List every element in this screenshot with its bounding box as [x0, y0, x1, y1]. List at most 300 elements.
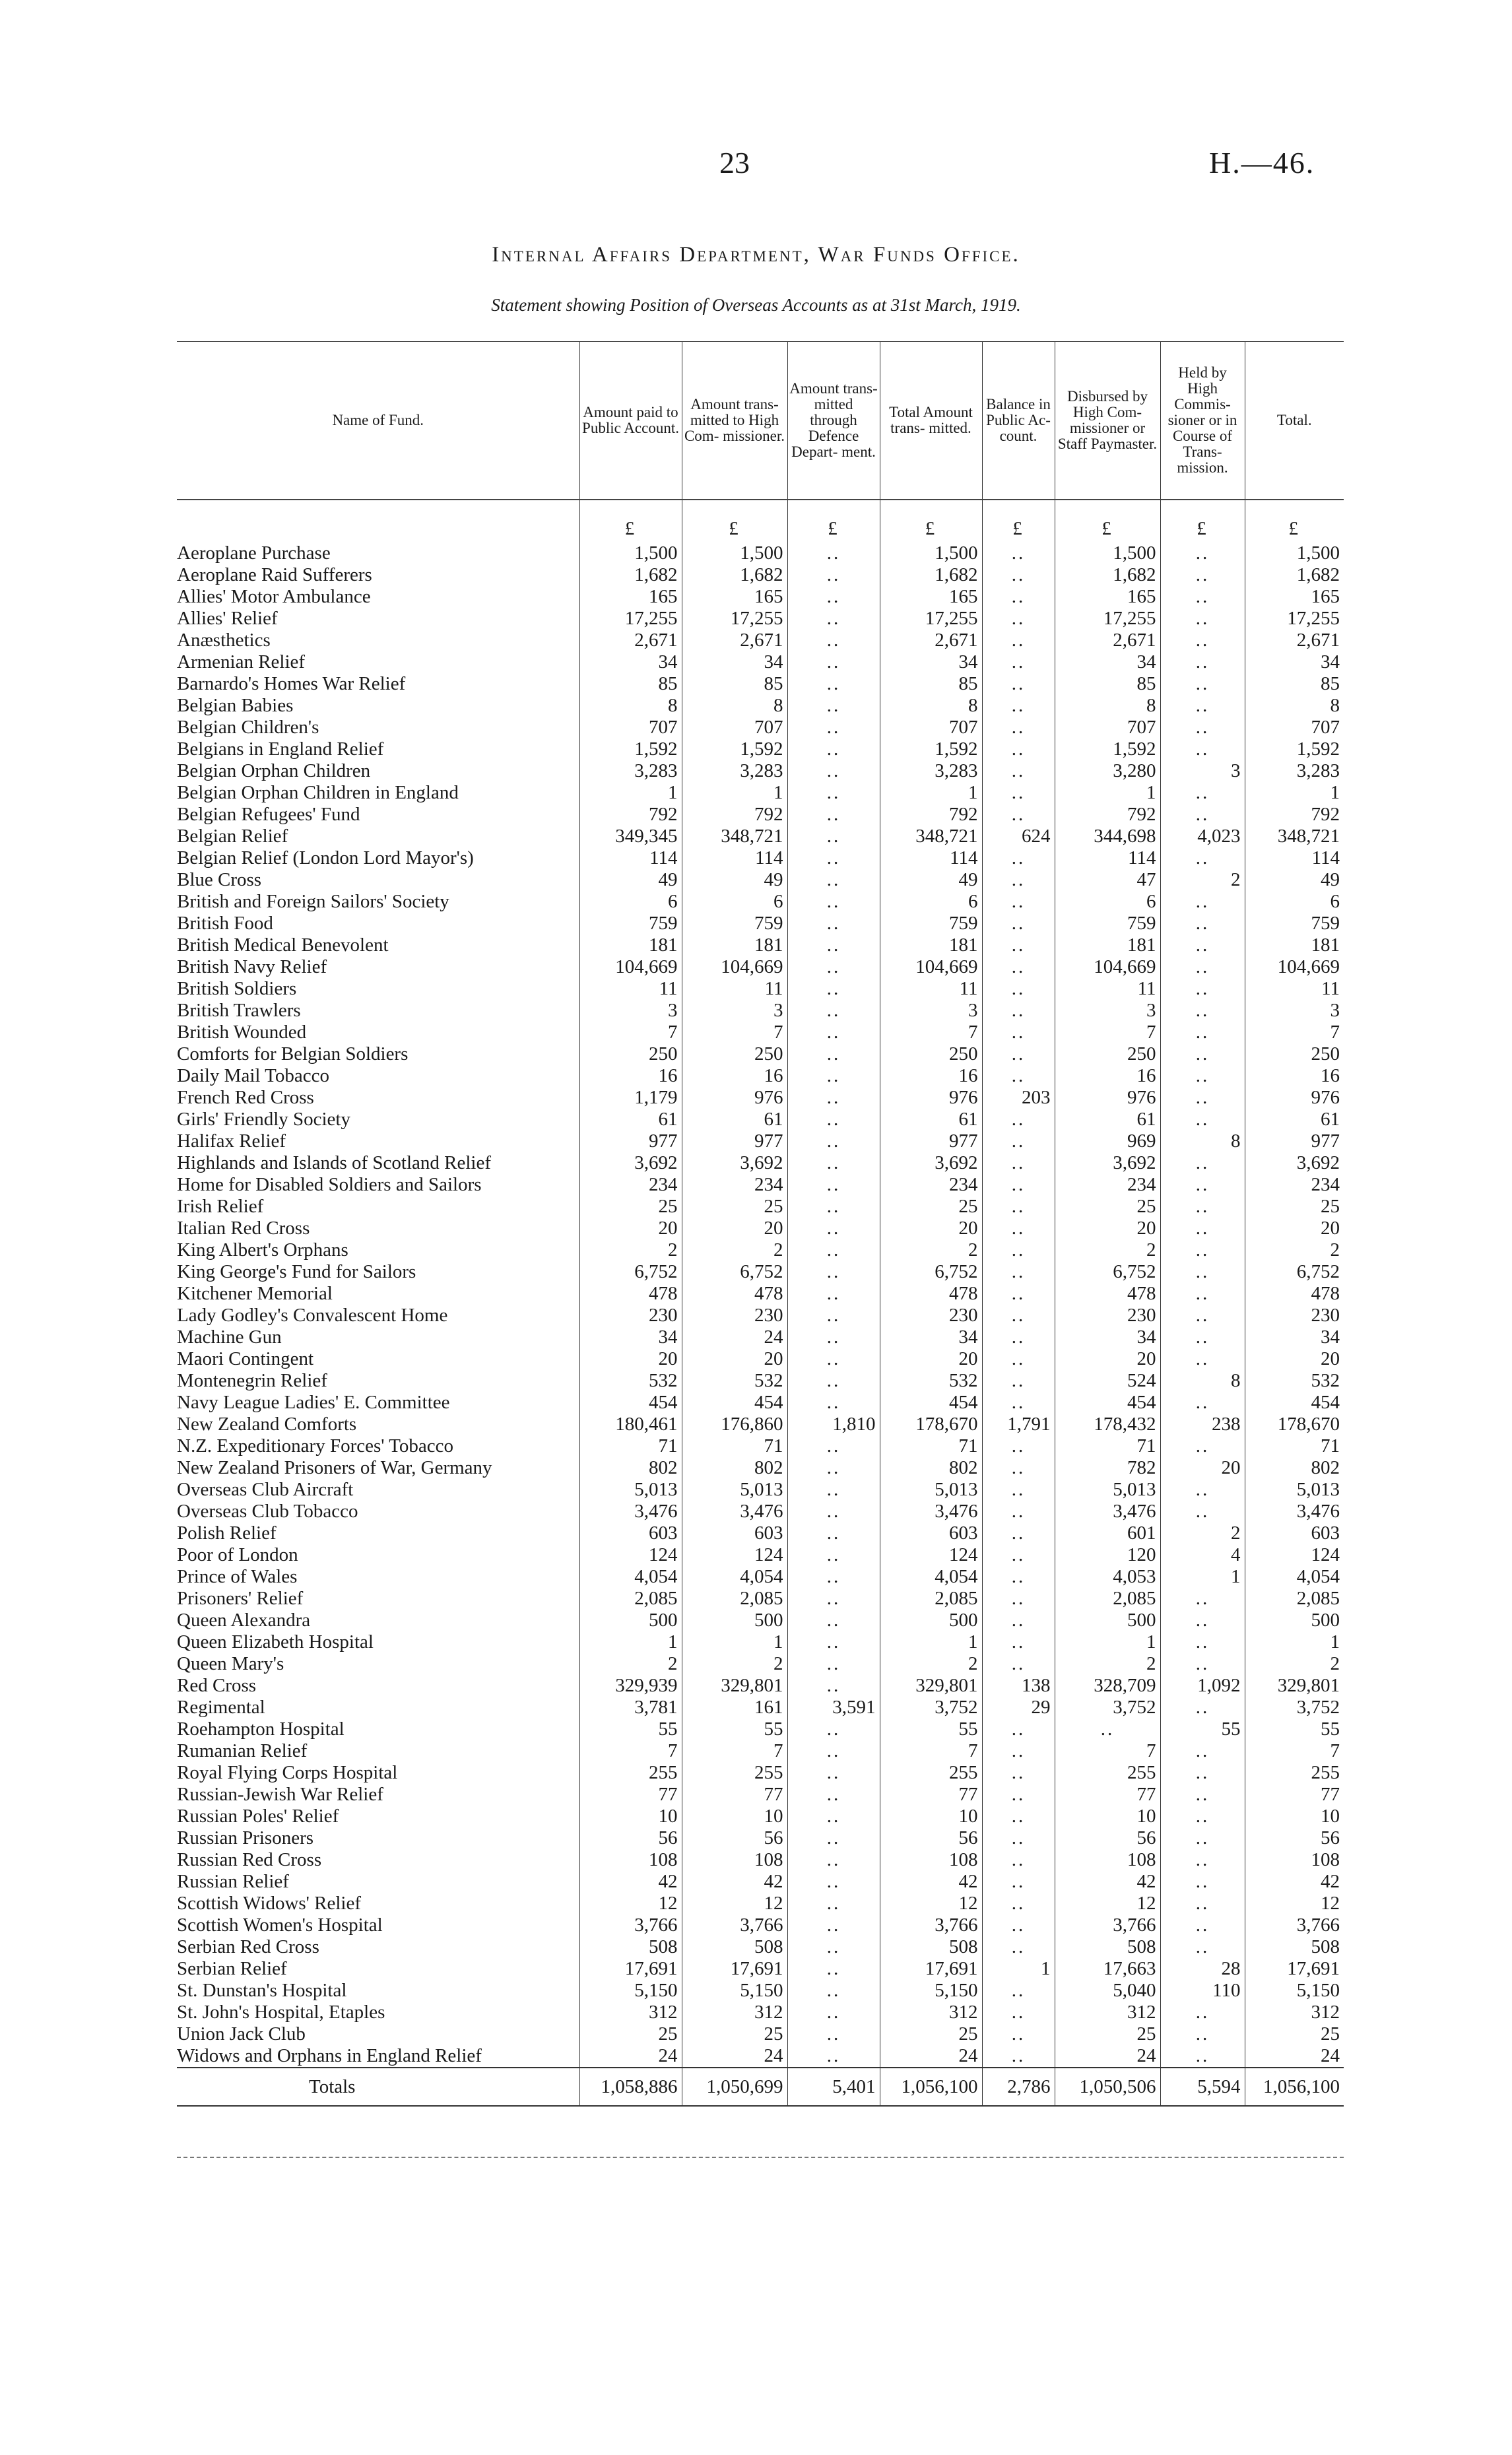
amount-cell: 25 — [682, 1196, 787, 1218]
amount-cell: 34 — [880, 1326, 982, 1348]
amount-cell: 508 — [682, 1936, 787, 1958]
amount-cell: 114 — [1245, 847, 1344, 869]
amount-cell: 20 — [1160, 1457, 1245, 1479]
amount-cell: 454 — [682, 1392, 787, 1414]
amount-cell: 34 — [880, 651, 982, 673]
table-row — [177, 1718, 1344, 1740]
amount-cell: 25 — [1245, 2023, 1344, 2045]
amount-cell: .. — [1160, 1740, 1245, 1762]
amount-cell: .. — [982, 978, 1055, 1000]
amount-cell: 10 — [682, 1806, 787, 1827]
table-row — [177, 1849, 1344, 1871]
amount-cell: .. — [982, 1610, 1055, 1631]
fund-name: Allies' Relief — [177, 608, 278, 629]
amount-cell: 10 — [579, 1806, 682, 1827]
amount-cell: 1,500 — [880, 542, 982, 564]
amount-cell: 55 — [880, 1718, 982, 1740]
amount-cell: 12 — [1245, 1893, 1344, 1915]
fund-name: Queen Mary's — [177, 1653, 284, 1674]
amount-cell: .. — [787, 2045, 880, 2068]
amount-cell: 5,150 — [579, 1980, 682, 2002]
amount-cell: 1,592 — [579, 738, 682, 760]
amount-cell: .. — [982, 2023, 1055, 2045]
amount-cell: 49 — [682, 869, 787, 891]
fund-name: Navy League Ladies' E. Committee — [177, 1392, 450, 1413]
amount-cell: 312 — [579, 2002, 682, 2023]
amount-cell: 181 — [880, 934, 982, 956]
amount-cell: 49 — [880, 869, 982, 891]
amount-cell: .. — [787, 1326, 880, 1348]
amount-cell: 759 — [579, 913, 682, 934]
amount-cell: .. — [1160, 1479, 1245, 1501]
amount-cell: 976 — [1055, 1087, 1160, 1109]
amount-cell: 5,013 — [1055, 1479, 1160, 1501]
amount-cell: 85 — [579, 673, 682, 695]
amount-cell: 108 — [1055, 1849, 1160, 1871]
amount-cell: 329,801 — [1245, 1675, 1344, 1697]
amount-cell: .. — [1055, 1718, 1160, 1740]
amount-cell: 42 — [1055, 1871, 1160, 1893]
amount-cell: 1,810 — [787, 1414, 880, 1435]
table-row — [177, 1501, 1344, 1522]
amount-cell: 20 — [880, 1218, 982, 1239]
currency-symbol: £ — [880, 500, 982, 542]
amount-cell: .. — [787, 782, 880, 804]
amount-cell: .. — [1160, 738, 1245, 760]
amount-cell: 12 — [1055, 1893, 1160, 1915]
amount-cell: 8 — [579, 695, 682, 717]
amount-cell: .. — [982, 1000, 1055, 1022]
amount-cell: 707 — [1055, 717, 1160, 738]
amount-cell: 124 — [682, 1544, 787, 1566]
amount-cell: 56 — [579, 1827, 682, 1849]
amount-cell: .. — [982, 934, 1055, 956]
amount-cell: 10 — [1055, 1806, 1160, 1827]
fund-name: Regimental — [177, 1697, 265, 1718]
amount-cell: .. — [1160, 1871, 1245, 1893]
amount-cell: 56 — [1245, 1827, 1344, 1849]
amount-cell: 124 — [1245, 1544, 1344, 1566]
amount-cell: 3,283 — [579, 760, 682, 782]
amount-cell: 55 — [1245, 1718, 1344, 1740]
amount-cell: 34 — [1245, 1326, 1344, 1348]
amount-cell: 17,255 — [880, 608, 982, 630]
amount-cell: 500 — [579, 1610, 682, 1631]
amount-cell: 10 — [1245, 1806, 1344, 1827]
totals-cell: 5,401 — [787, 2068, 880, 2106]
table-row — [177, 2023, 1344, 2045]
amount-cell: 11 — [1245, 978, 1344, 1000]
amount-cell: .. — [982, 695, 1055, 717]
amount-cell: 56 — [880, 1827, 982, 1849]
bottom-rule — [177, 2157, 1344, 2158]
amount-cell: 7 — [880, 1740, 982, 1762]
amount-cell: 1 — [579, 782, 682, 804]
amount-cell: 802 — [880, 1457, 982, 1479]
amount-cell: .. — [1160, 1435, 1245, 1457]
amount-cell: 312 — [1245, 2002, 1344, 2023]
table-row — [177, 1631, 1344, 1653]
amount-cell: 34 — [1245, 651, 1344, 673]
table-row — [177, 1109, 1344, 1130]
amount-cell: 4,054 — [682, 1566, 787, 1588]
amount-cell: 230 — [682, 1305, 787, 1326]
amount-cell: .. — [982, 1849, 1055, 1871]
fund-name: Home for Disabled Soldiers and Sailors — [177, 1174, 482, 1195]
amount-cell: 532 — [880, 1370, 982, 1392]
page-number: 23 — [719, 146, 750, 180]
amount-cell: 11 — [1055, 978, 1160, 1000]
amount-cell: .. — [787, 1980, 880, 2002]
amount-cell: 6 — [1245, 891, 1344, 913]
fund-name: Poor of London — [177, 1544, 298, 1565]
table-row — [177, 1283, 1344, 1305]
amount-cell: 230 — [1055, 1305, 1160, 1326]
amount-cell: 6 — [880, 891, 982, 913]
fund-name: Prisoners' Relief — [177, 1588, 304, 1609]
table-row — [177, 1544, 1344, 1566]
amount-cell: 124 — [880, 1544, 982, 1566]
table-row — [177, 1174, 1344, 1196]
amount-cell: 3,692 — [1055, 1152, 1160, 1174]
amount-cell: 2 — [682, 1239, 787, 1261]
amount-cell: 234 — [579, 1174, 682, 1196]
column-header-total-transmitted: Total Amount trans- mitted. — [880, 342, 982, 500]
amount-cell: .. — [1160, 1218, 1245, 1239]
amount-cell: 3,692 — [682, 1152, 787, 1174]
amount-cell: .. — [982, 1022, 1055, 1043]
amount-cell: 3,766 — [1055, 1915, 1160, 1936]
table-row — [177, 1000, 1344, 1022]
amount-cell: .. — [1160, 564, 1245, 586]
amount-cell: 56 — [1055, 1827, 1160, 1849]
amount-cell: 759 — [1245, 913, 1344, 934]
amount-cell: 71 — [880, 1435, 982, 1457]
amount-cell: 20 — [1245, 1218, 1344, 1239]
amount-cell: .. — [787, 1827, 880, 1849]
fund-name: Comforts for Belgian Soldiers — [177, 1043, 409, 1064]
amount-cell: .. — [787, 651, 880, 673]
fund-name: King George's Fund for Sailors — [177, 1261, 416, 1282]
amount-cell: .. — [787, 1718, 880, 1740]
amount-cell: .. — [787, 760, 880, 782]
amount-cell: 6 — [1055, 891, 1160, 913]
amount-cell: 255 — [682, 1762, 787, 1784]
amount-cell: 478 — [1055, 1283, 1160, 1305]
amount-cell: 508 — [1245, 1936, 1344, 1958]
amount-cell: 624 — [982, 826, 1055, 847]
amount-cell: .. — [1160, 1392, 1245, 1414]
amount-cell: .. — [787, 1348, 880, 1370]
amount-cell: 16 — [682, 1065, 787, 1087]
table-row — [177, 1522, 1344, 1544]
overseas-accounts-table — [177, 341, 1344, 2107]
amount-cell: 17,691 — [682, 1958, 787, 1980]
amount-cell: .. — [982, 586, 1055, 608]
amount-cell: 11 — [682, 978, 787, 1000]
totals-cell: 2,786 — [982, 2068, 1055, 2106]
amount-cell: 255 — [579, 1762, 682, 1784]
amount-cell: 2,085 — [579, 1588, 682, 1610]
amount-cell: .. — [982, 1544, 1055, 1566]
amount-cell: 20 — [1055, 1348, 1160, 1370]
fund-name: Montenegrin Relief — [177, 1370, 327, 1391]
amount-cell: 49 — [1245, 869, 1344, 891]
amount-cell: 2 — [1245, 1239, 1344, 1261]
fund-name: Highlands and Islands of Scotland Relief — [177, 1152, 491, 1173]
amount-cell: .. — [982, 891, 1055, 913]
amount-cell: 104,669 — [682, 956, 787, 978]
amount-cell: 104,669 — [579, 956, 682, 978]
amount-cell: .. — [982, 1566, 1055, 1588]
amount-cell: 17,691 — [880, 1958, 982, 1980]
amount-cell: 312 — [1055, 2002, 1160, 2023]
table-row — [177, 1566, 1344, 1588]
amount-cell: .. — [787, 1762, 880, 1784]
fund-name: Belgian Orphan Children in England — [177, 782, 459, 803]
amount-cell: .. — [1160, 2045, 1245, 2068]
amount-cell: 802 — [1245, 1457, 1344, 1479]
amount-cell: 71 — [1245, 1435, 1344, 1457]
amount-cell: 255 — [1245, 1762, 1344, 1784]
amount-cell: .. — [787, 1305, 880, 1326]
fund-name: Queen Elizabeth Hospital — [177, 1631, 374, 1653]
amount-cell: 178,432 — [1055, 1414, 1160, 1435]
amount-cell: 707 — [880, 717, 982, 738]
amount-cell: .. — [1160, 956, 1245, 978]
amount-cell: .. — [787, 1522, 880, 1544]
amount-cell: 3,692 — [1245, 1152, 1344, 1174]
amount-cell: 71 — [682, 1435, 787, 1457]
fund-name: Royal Flying Corps Hospital — [177, 1762, 398, 1783]
fund-name: Armenian Relief — [177, 651, 306, 672]
fund-name: Union Jack Club — [177, 2023, 306, 2045]
amount-cell: .. — [1160, 891, 1245, 913]
amount-cell: 3,280 — [1055, 760, 1160, 782]
fund-name: New Zealand Prisoners of War, Germany — [177, 1457, 492, 1478]
amount-cell: .. — [982, 1392, 1055, 1414]
fund-name: Halifax Relief — [177, 1130, 286, 1152]
amount-cell: .. — [982, 1806, 1055, 1827]
amount-cell: .. — [1160, 608, 1245, 630]
amount-cell: 3,476 — [1245, 1501, 1344, 1522]
amount-cell: 49 — [579, 869, 682, 891]
amount-cell: 34 — [579, 651, 682, 673]
amount-cell: .. — [787, 1849, 880, 1871]
currency-row — [177, 500, 1344, 542]
amount-cell: 1,500 — [1055, 542, 1160, 564]
amount-cell: 16 — [1055, 1065, 1160, 1087]
amount-cell: .. — [787, 1806, 880, 1827]
fund-name: Overseas Club Aircraft — [177, 1479, 354, 1500]
amount-cell: .. — [982, 804, 1055, 826]
amount-cell: .. — [787, 1544, 880, 1566]
amount-cell: 1,092 — [1160, 1675, 1245, 1697]
amount-cell: 6 — [579, 891, 682, 913]
amount-cell: 2,671 — [1055, 630, 1160, 651]
table-row — [177, 1392, 1344, 1414]
amount-cell: 2,671 — [682, 630, 787, 651]
amount-cell: .. — [1160, 1087, 1245, 1109]
amount-cell: 255 — [1055, 1762, 1160, 1784]
amount-cell: .. — [787, 1239, 880, 1261]
table-row — [177, 1827, 1344, 1849]
table-row — [177, 1936, 1344, 1958]
amount-cell: 500 — [1055, 1610, 1160, 1631]
amount-cell: 3 — [880, 1000, 982, 1022]
amount-cell: 165 — [682, 586, 787, 608]
amount-cell: 42 — [579, 1871, 682, 1893]
amount-cell: .. — [787, 1675, 880, 1697]
fund-name: Irish Relief — [177, 1196, 264, 1217]
amount-cell: .. — [1160, 1065, 1245, 1087]
currency-symbol: £ — [1160, 500, 1245, 542]
table-row — [177, 1022, 1344, 1043]
totals-cell: 1,050,506 — [1055, 2068, 1160, 2106]
amount-cell: .. — [1160, 1610, 1245, 1631]
amount-cell: 7 — [579, 1022, 682, 1043]
amount-cell: 976 — [682, 1087, 787, 1109]
amount-cell: 47 — [1055, 869, 1160, 891]
amount-cell: .. — [787, 1936, 880, 1958]
amount-cell: .. — [1160, 804, 1245, 826]
amount-cell: .. — [982, 1762, 1055, 1784]
totals-cell: 1,056,100 — [1245, 2068, 1344, 2106]
amount-cell: .. — [1160, 1152, 1245, 1174]
amount-cell: 42 — [1245, 1871, 1344, 1893]
amount-cell: 3,766 — [880, 1915, 982, 1936]
table-row — [177, 1806, 1344, 1827]
amount-cell: 7 — [682, 1740, 787, 1762]
amount-cell: 7 — [1245, 1740, 1344, 1762]
column-header-transmitted-defence: Amount trans- mitted through Defence Depart- ment. — [787, 342, 880, 500]
amount-cell: 17,255 — [682, 608, 787, 630]
fund-name: Prince of Wales — [177, 1566, 298, 1587]
amount-cell: 165 — [1245, 586, 1344, 608]
totals-row — [177, 2068, 1344, 2106]
amount-cell: 4,053 — [1055, 1566, 1160, 1588]
amount-cell: 329,801 — [682, 1675, 787, 1697]
amount-cell: 110 — [1160, 1980, 1245, 2002]
fund-name: Polish Relief — [177, 1522, 277, 1544]
amount-cell: .. — [982, 1109, 1055, 1130]
amount-cell: .. — [787, 608, 880, 630]
amount-cell: 329,801 — [880, 1675, 982, 1697]
amount-cell: 3,283 — [682, 760, 787, 782]
amount-cell: .. — [982, 1827, 1055, 1849]
amount-cell: 2 — [1160, 869, 1245, 891]
fund-name: French Red Cross — [177, 1087, 314, 1108]
amount-cell: 3 — [1055, 1000, 1160, 1022]
fund-name: Barnardo's Homes War Relief — [177, 673, 406, 694]
table-row — [177, 1740, 1344, 1762]
amount-cell: 603 — [1245, 1522, 1344, 1544]
amount-cell: 508 — [880, 1936, 982, 1958]
amount-cell: 7 — [1055, 1740, 1160, 1762]
amount-cell: 532 — [579, 1370, 682, 1392]
amount-cell: .. — [982, 913, 1055, 934]
amount-cell: 24 — [682, 1326, 787, 1348]
fund-name: Girls' Friendly Society — [177, 1109, 350, 1130]
amount-cell: 178,670 — [1245, 1414, 1344, 1435]
amount-cell: .. — [982, 1218, 1055, 1239]
document-reference: H.—46. — [1209, 146, 1315, 180]
amount-cell: 16 — [880, 1065, 982, 1087]
amount-cell: 478 — [682, 1283, 787, 1305]
amount-cell: .. — [787, 934, 880, 956]
amount-cell: .. — [787, 1218, 880, 1239]
amount-cell: 34 — [1055, 1326, 1160, 1348]
amount-cell: .. — [982, 1196, 1055, 1218]
table-row — [177, 673, 1344, 695]
fund-name: Belgian Relief — [177, 826, 288, 847]
amount-cell: .. — [982, 760, 1055, 782]
amount-cell: 478 — [579, 1283, 682, 1305]
table-row — [177, 2002, 1344, 2023]
amount-cell: 1 — [880, 1631, 982, 1653]
amount-cell: 1,500 — [682, 542, 787, 564]
currency-spacer — [177, 500, 579, 542]
amount-cell: 6,752 — [682, 1261, 787, 1283]
overseas-accounts-table-container — [177, 341, 1344, 2107]
amount-cell: .. — [1160, 2023, 1245, 2045]
amount-cell: 2,085 — [1245, 1588, 1344, 1610]
table-row — [177, 956, 1344, 978]
amount-cell: 124 — [579, 1544, 682, 1566]
table-row — [177, 1305, 1344, 1326]
amount-cell: .. — [1160, 695, 1245, 717]
amount-cell: 17,255 — [579, 608, 682, 630]
amount-cell: .. — [787, 1631, 880, 1653]
amount-cell: .. — [1160, 978, 1245, 1000]
table-row — [177, 1675, 1344, 1697]
amount-cell: .. — [982, 1261, 1055, 1283]
amount-cell: 24 — [1245, 2045, 1344, 2068]
table-row — [177, 564, 1344, 586]
amount-cell: 1,500 — [1245, 542, 1344, 564]
amount-cell: 707 — [579, 717, 682, 738]
amount-cell: .. — [982, 1522, 1055, 1544]
table-row — [177, 1893, 1344, 1915]
amount-cell: 104,669 — [1055, 956, 1160, 978]
amount-cell: 25 — [1245, 1196, 1344, 1218]
amount-cell: .. — [787, 1152, 880, 1174]
fund-name: Scottish Women's Hospital — [177, 1915, 383, 1936]
amount-cell: .. — [982, 1435, 1055, 1457]
table-row — [177, 782, 1344, 804]
totals-cell: 5,594 — [1160, 2068, 1245, 2106]
fund-name: Italian Red Cross — [177, 1218, 310, 1239]
amount-cell: .. — [1160, 782, 1245, 804]
fund-name: Aeroplane Raid Sufferers — [177, 564, 372, 585]
amount-cell: 2 — [1245, 1653, 1344, 1675]
amount-cell: 20 — [682, 1218, 787, 1239]
amount-cell: .. — [787, 1130, 880, 1152]
amount-cell: 34 — [1055, 651, 1160, 673]
amount-cell: .. — [1160, 1784, 1245, 1806]
amount-cell: .. — [1160, 673, 1245, 695]
amount-cell: 25 — [579, 1196, 682, 1218]
amount-cell: 1 — [1055, 782, 1160, 804]
currency-symbol: £ — [1055, 500, 1160, 542]
amount-cell: 77 — [880, 1784, 982, 1806]
amount-cell: 2 — [1160, 1522, 1245, 1544]
fund-name: Russian-Jewish War Relief — [177, 1784, 383, 1805]
amount-cell: .. — [1160, 1196, 1245, 1218]
amount-cell: 3 — [1245, 1000, 1344, 1022]
amount-cell: 3,766 — [682, 1915, 787, 1936]
table-row — [177, 1784, 1344, 1806]
